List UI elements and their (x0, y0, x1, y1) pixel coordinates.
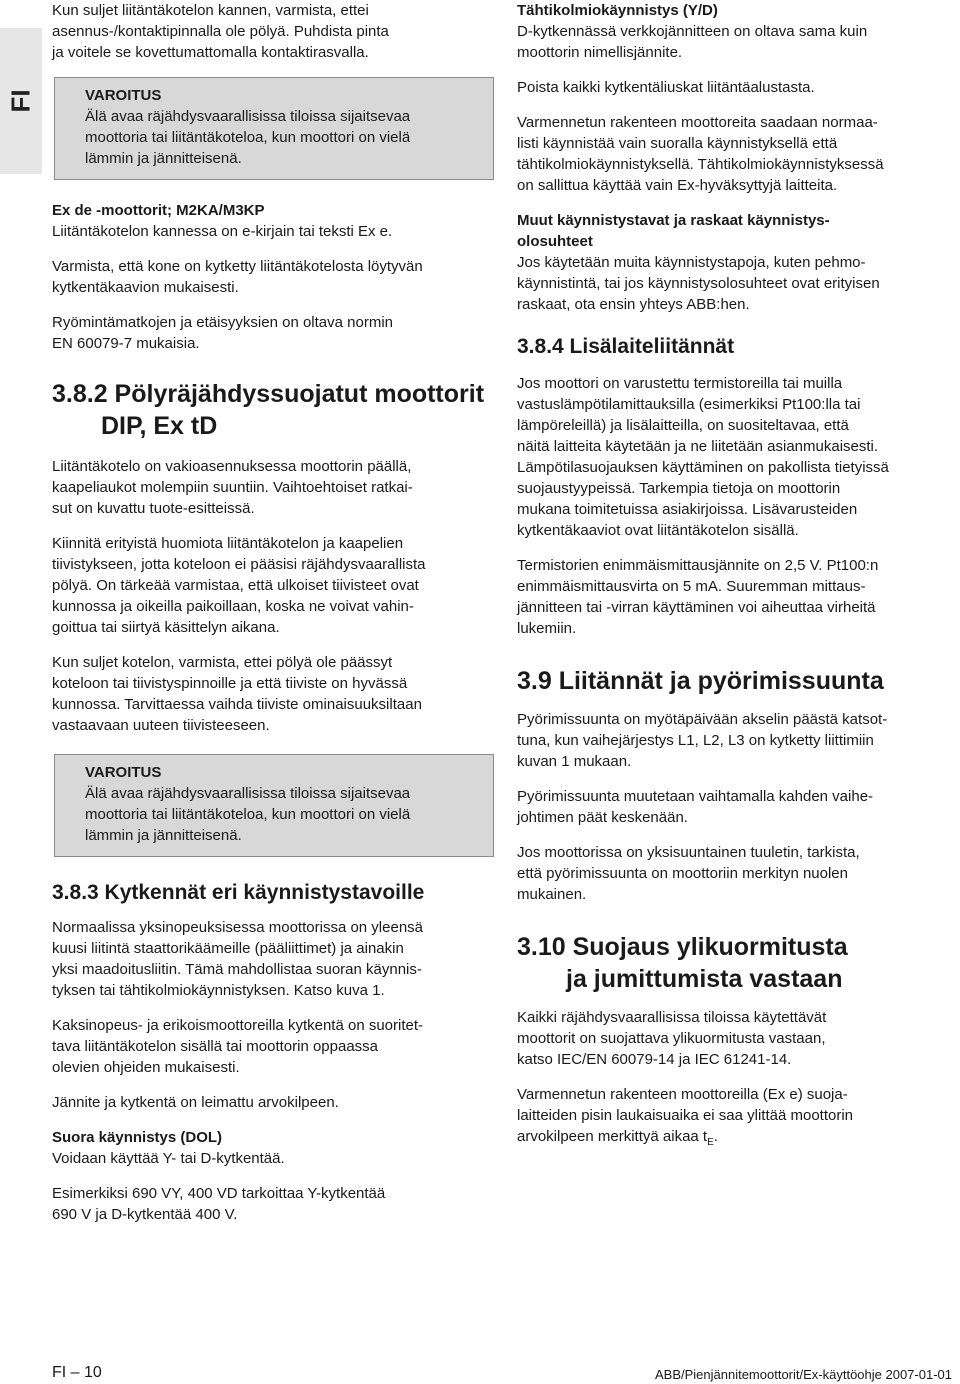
section-heading-3-8-2: 3.8.2 Pölyräjähdyssuojatut moottorit DIP, Ex tD (52, 380, 485, 440)
kaikki-paragraph: Kaikki räjähdysvaarallisissa tiloissa käytettävät moottorit on suojattava ylikuormitusta vastaan, katso IEC/EN 60079-14 ja IEC 61241-14. (517, 1009, 827, 1068)
section-heading-3-9: 3.9 Liitännät ja pyörimissuunta (517, 667, 884, 695)
intro-paragraph: Kun suljet liitäntäkotelon kannen, varmista, ettei asennus-/kontaktipinnalla ole pölyä. Puhdista pinta ja voitele se kovettumattomalla kontaktirasvalla. (52, 2, 389, 61)
yd-heading: Tähtikolmiokäynnistys (Y/D) (517, 2, 718, 19)
kun-suljet-paragraph: Kun suljet kotelon, varmista, ettei pölyä ole päässyt koteloon tai tiivistyspinnoille ja että tiiviste on hyvässä kunnossa. Tarvittaessa vaihda tiiviste ominaisuuksiltaan vastaavaan uuteen tiivisteeseen. (52, 654, 422, 734)
dol-heading: Suora käynnistys (DOL) (52, 1129, 223, 1146)
warning-text-2: Älä avaa räjähdysvaarallisissa tiloissa sijaitsevaa moottoria tai liitäntäkoteloa, kun moottori on vielä lämmin ja jännitteisenä. (85, 785, 411, 844)
section-heading-3-8-4: 3.8.4 Lisälaiteliitännät (517, 335, 735, 358)
pyorimissuunta-paragraph: Pyörimissuunta on myötäpäivään akselin päästä katsot- tuna, kun vaihejärjestys L1, L2, L3 on kytketty liittimiin kuvan 1 mukaan. (517, 711, 888, 770)
page-number: FI – 10 (52, 1364, 102, 1381)
time-subscript: E (707, 1137, 714, 1148)
left-column (52, 0, 494, 1239)
ex-de-heading: Ex de -moottorit; M2KA/M3KP (52, 202, 265, 219)
ex-de-section: Ex de -moottorit; M2KA/M3KP Liitäntäkotelon kannessa on e-kirjain tai teksti Ex e. (52, 200, 494, 242)
muutetaan-paragraph: Pyörimissuunta muutetaan vaihtamalla kahden vaihe- johtimen päät keskenään. (517, 788, 874, 826)
warning-title-2: VAROITUS (85, 764, 162, 781)
right-column (517, 0, 949, 1167)
jannite-paragraph: Jännite ja kytkentä on leimattu arvokilpeen. (52, 1094, 339, 1111)
ryomintamatka-paragraph: Ryömintämatkojen ja etäisyyksien on oltava normin EN 60079-7 mukaisia. (52, 314, 393, 352)
dol-section: Suora käynnistys (DOL) Voidaan käyttää Y- tai D-kytkentää. (52, 1127, 494, 1169)
poista-paragraph: Poista kaikki kytkentäliuskat liitäntäalustasta. (517, 79, 815, 96)
varmista-paragraph: Varmista, että kone on kytketty liitäntäkotelosta löytyvän kytkentäkaavion mukaisesti. (52, 258, 423, 296)
yksisuuntainen-paragraph: Jos moottorissa on yksisuuntainen tuuletin, tarkista, että pyörimissuunta on moottoriin merkityn nuolen mukainen. (517, 844, 860, 903)
varmennetun-paragraph: Varmennetun rakenteen moottoreita saadaan normaa- listi käynnistää vain suoralla käynnistyksellä että tähtikolmiokäynnistyksellä. Tähtikolmiokäynnistyksessä on sallittua käyttää vain Ex-hyväksyttyjä laitteita. (517, 114, 884, 194)
warning-title: VAROITUS (85, 87, 162, 104)
warning-text: Älä avaa räjähdysvaarallisissa tiloissa sijaitsevaa moottoria tai liitäntäkoteloa, kun moottori on vielä lämmin ja jännitteisenä. (85, 108, 411, 167)
jos-moottori-paragraph: Jos moottori on varustettu termistoreilla tai muilla vastuslämpötilamittauksilla (esimerkiksi Pt100:lla tai lämpöreleillä) ja lisälaitteilla, on suositeltavaa, että näitä laitteita käytetään ja ne liitetään asianmukaisesti. Lämpötilasuojauksen käyttäminen on pakollista tietyissä suojaustyypeissä. Tarkempia tietoja on moottorin mukana toimitetuissa asiakirjoissa. Lisävarusteiden kytkentäkaaviot ovat liitäntäkotelon sisällä. (517, 375, 889, 539)
varmennetun-ex-e-paragraph: Varmennetun rakenteen moottoreilla (Ex e) suoja- laitteiden pisin laukaisuaika ei saa ylittää moottorin arvokilpeen merkittyä aikaa $t_E$. (517, 1086, 854, 1148)
kiinnita-paragraph: Kiinnitä erityistä huomiota liitäntäkotelon ja kaapelien tiivistykseen, jotta koteloon ei pääsisi räjähdysvaarallista pölyä. On tärkeää varmistaa, että ulkoiset tiivisteet ovat kunnossa ja oikeilla paikoillaan, koska ne voivat vahin- goittua tai siirtyä käsittelyn aikana. (52, 535, 426, 636)
section-heading-3-8-3: 3.8.3 Kytkennät eri käynnistystavoille (52, 881, 425, 904)
warning-box (54, 77, 494, 180)
warning-box-2 (54, 754, 494, 857)
termistorien-paragraph: Termistorien enimmäismittausjännite on 2,5 V. Pt100:n enimmäismittausvirta on 5 mA. Suuremman mittaus- jännitteen tai -virran käyttäminen voi aiheuttaa virheitä lukemiin. (517, 557, 879, 637)
muut-section: Muut käynnistystavat ja raskaat käynnistys- olosuhteet Jos käytetään muita käynnistystapoja, kuten pehmo- käynnistintä, tai jos käynnistysolosuhteet ovat erityisen raskaat, ota ensin yhteys ABB:hen. (517, 210, 949, 315)
document-reference: ABB/Pienjännitemoottorit/Ex-käyttöohje 2007-01-01 (654, 1367, 952, 1382)
section-heading-3-10: 3.10 Suojaus ylikuormitusta ja jumittumista vastaan (517, 933, 848, 993)
kaksinopeus-paragraph: Kaksinopeus- ja erikoismoottoreilla kytkentä on suoritet- tava liitäntäkotelon sisällä tai moottorin oppaassa olevien ohjeiden mukaisesti. (52, 1017, 424, 1076)
language-tab-label: FI (5, 89, 36, 113)
muut-heading: Muut käynnistystavat ja raskaat käynnistys- (517, 212, 830, 229)
yd-section: Tähtikolmiokäynnistys (Y/D) D-kytkennässä verkkojännitteen on oltava sama kuin moottorin nimellisjännite. (517, 0, 949, 63)
normaalissa-paragraph: Normaalissa yksinopeuksisessa moottorissa on yleensä kuusi liitintä staattorikäämeille (pääliittimet) ja ainakin yksi maadoitusliitin. Tämä mahdollistaa suoran käynnis- tyksen tai tähtikolmiokäynnistyksen. Katso kuva 1. (52, 919, 424, 999)
liitantakotelo-paragraph: Liitäntäkotelo on vakioasennuksessa moottorin päällä, kaapeliaukot molempiin suuntiin. Vaihtoehtoiset ratkai- sut on kuvattu tuote-esitteissä. (52, 458, 413, 517)
esimerkiksi-paragraph: Esimerkiksi 690 VY, 400 VD tarkoittaa Y-kytkentää 690 V ja D-kytkentää 400 V. (52, 1185, 386, 1223)
language-tab (0, 28, 42, 174)
